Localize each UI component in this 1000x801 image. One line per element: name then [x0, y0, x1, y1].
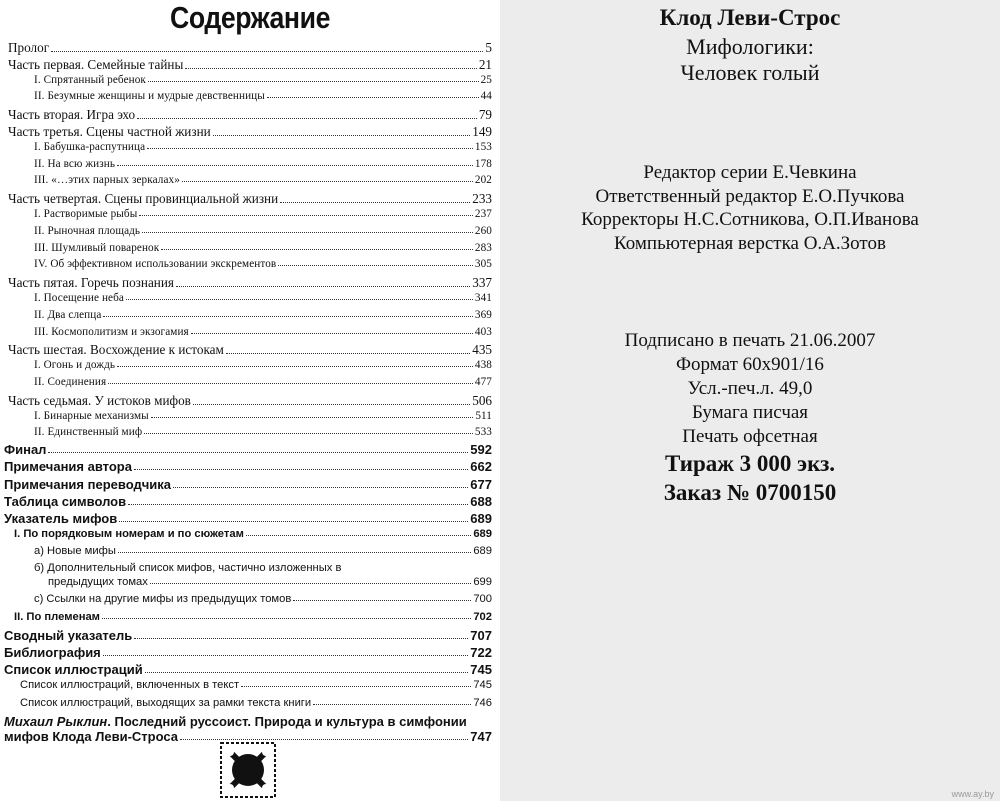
- toc-leader-dots: [151, 416, 474, 418]
- toc-entry: [0, 627, 500, 644]
- toc-page-number: 677: [470, 476, 492, 492]
- toc-entry: [0, 38, 500, 55]
- toc-entry-text: Указатель мифов: [4, 510, 118, 526]
- credit-proofreaders: Корректоры Н.С.Сотникова, О.П.Иванова: [581, 209, 919, 230]
- toc-entry: [0, 223, 500, 240]
- toc-entry-text-line1: [4, 714, 467, 729]
- toc-entry-text: Таблица символов: [4, 493, 127, 509]
- toc-entry-text: Примечания переводчика: [4, 476, 171, 492]
- toc-entry-text: I. По порядковым номерам и по сюжетам: [14, 528, 244, 541]
- toc-entry: [0, 644, 500, 661]
- toc-entry: [0, 458, 500, 475]
- toc-leader-dots: [241, 685, 471, 687]
- toc-leader-dots: [51, 50, 483, 52]
- toc-entry: [0, 256, 500, 273]
- toc-entry: [0, 544, 500, 561]
- toc-page-number: 746: [473, 696, 492, 709]
- toc-entry: [0, 156, 500, 173]
- toc-page-number: 44: [480, 90, 492, 103]
- toc-leader-dots: [191, 332, 473, 334]
- toc-entry: [0, 391, 500, 408]
- toc-entry-text: Сводный указатель: [4, 627, 133, 643]
- toc-page-number: 149: [472, 123, 492, 139]
- toc-page-number: 369: [474, 308, 492, 321]
- toc-page-number: 5: [485, 40, 492, 55]
- toc-entry-text: Часть первая. Семейные тайны: [8, 56, 184, 72]
- toc-page-number: 21: [478, 56, 492, 72]
- toc-page-number: 202: [474, 174, 492, 187]
- toc-entry: [0, 273, 500, 290]
- toc-entry-text: I. Бинарные механизмы: [34, 409, 149, 422]
- spec-format: Формат 60x901/16: [676, 354, 824, 375]
- toc-page-number: 153: [474, 140, 492, 153]
- toc-page-number: 689: [473, 545, 492, 558]
- toc-page-number: 688: [470, 493, 492, 509]
- spec-paper: Бумага писчая: [691, 402, 809, 423]
- toc-entry: [0, 696, 500, 713]
- toc-entry-text: II. Два слепца: [34, 308, 102, 321]
- toc-leader-dots: [103, 654, 469, 656]
- toc-entry: [0, 476, 500, 493]
- toc-page-number: 403: [474, 325, 492, 338]
- toc-entry: [0, 408, 500, 425]
- toc-leader-dots: [161, 248, 473, 250]
- toc-leader-dots: [139, 214, 473, 216]
- toc-entry-text: с) Ссылки на другие мифы из предыдущих томов: [34, 593, 292, 606]
- toc-page-number: 662: [470, 459, 492, 475]
- toc-entry: [0, 240, 500, 257]
- toc-leader-dots: [176, 285, 470, 287]
- book-author: Клод Леви-Строс: [659, 5, 841, 30]
- toc-entry-text: Примечания автора: [4, 459, 132, 475]
- toc-entry: [0, 324, 500, 341]
- toc-page-number: 533: [474, 426, 492, 439]
- toc-leader-dots: [280, 201, 470, 203]
- toc-leader-dots: [246, 534, 471, 536]
- toc-page-number: 747: [470, 728, 492, 744]
- toc-page-number: 435: [472, 342, 492, 358]
- toc-page-number: 305: [474, 258, 492, 271]
- toc-entry: [0, 610, 500, 627]
- toc-page-number: 283: [474, 241, 492, 254]
- spec-signed: Подписано в печать 21.06.2007: [624, 330, 876, 351]
- toc-page-number: 237: [474, 207, 492, 220]
- toc-page-number: 689: [470, 510, 492, 526]
- toc-leader-dots: [150, 582, 471, 584]
- spec-circulation: Тираж 3 000 экз.: [664, 451, 836, 476]
- toc-entry: [0, 340, 500, 357]
- spec-order: Заказ № 0700150: [663, 480, 837, 505]
- toc-page-number: 337: [472, 275, 492, 291]
- toc-entry-text: I. Спрятанный ребенок: [34, 73, 146, 86]
- toc-page-number: 745: [473, 679, 492, 692]
- toc-entry-text: IV. Об эффективном использовании экскрементов: [34, 258, 277, 271]
- toc-page-number: 233: [472, 191, 492, 207]
- toc-page-number: 745: [470, 662, 492, 678]
- toc-leader-dots: [126, 298, 473, 300]
- toc-entry: [0, 424, 500, 441]
- toc-entry: [0, 527, 500, 544]
- toc-entry-title: . Последний руссоист. Природа и культура в симфонии: [107, 713, 467, 729]
- toc-page-number: 511: [475, 409, 492, 422]
- toc-page-number: 506: [472, 392, 492, 408]
- toc-entry-text: Библиография: [4, 645, 101, 660]
- editorial-credits: [500, 161, 1000, 255]
- toc-entry-text: II. Безумные женщины и мудрые девственницы: [34, 90, 265, 103]
- credit-responsible-editor: Ответственный редактор Е.О.Пучкова: [595, 185, 905, 207]
- credit-typesetting: Компьютерная верстка О.А.Зотов: [614, 232, 886, 254]
- toc-entry-text: Пролог: [8, 40, 50, 55]
- toc-page-number: 702: [473, 610, 492, 623]
- toc-entry-text: II. Соединения: [34, 375, 107, 388]
- toc-leader-dots: [142, 231, 473, 233]
- toc-entry: [0, 441, 500, 458]
- toc-leader-dots: [48, 451, 468, 453]
- toc-page-number: 25: [480, 73, 492, 86]
- toc-entry: [0, 122, 500, 139]
- toc-leader-dots: [145, 671, 469, 673]
- print-specs: [500, 329, 1000, 507]
- toc-leader-dots: [102, 617, 471, 619]
- toc-leader-dots: [137, 117, 477, 119]
- credit-series-editor: Редактор серии Е.Чевкина: [643, 162, 857, 183]
- toc-page-number: 689: [473, 528, 492, 541]
- toc-leader-dots: [182, 180, 473, 182]
- toc-entry-text: Список иллюстраций, включенных в текст: [20, 679, 240, 692]
- book-title-line2: Человек голый: [680, 60, 820, 85]
- toc-entry: [0, 493, 500, 510]
- toc-entry: [0, 561, 500, 592]
- toc-leader-dots: [118, 551, 471, 553]
- toc-entry-text: предыдущих томах: [48, 576, 148, 589]
- toc-entry-text: II. Рыночная площадь: [34, 224, 141, 237]
- toc-entry: [0, 307, 500, 324]
- toc-page-number: 438: [474, 359, 492, 372]
- toc-leader-dots: [313, 703, 471, 705]
- toc-entry-text: III. Шумливый поваренок: [34, 241, 160, 254]
- book-title-line1: Мифологики:: [686, 34, 814, 59]
- toc-page-number: 79: [478, 107, 492, 123]
- toc-leader-dots: [185, 67, 477, 69]
- toc-page-number: 700: [473, 593, 492, 606]
- toc-entry-text: Часть вторая. Игра эхо: [8, 107, 136, 123]
- right-page-imprint: [500, 0, 1000, 801]
- toc-leader-dots: [134, 637, 468, 639]
- toc-entry: [0, 357, 500, 374]
- toc-entry-text: II. По племенам: [14, 610, 100, 623]
- toc-leader-dots: [117, 365, 473, 367]
- toc-entry-text: Список иллюстраций: [4, 662, 143, 678]
- toc-entry: [0, 172, 500, 189]
- toc-page-number: 722: [470, 645, 492, 660]
- toc-entry-text: Часть четвертая. Сцены провинциальной жизни: [8, 191, 279, 207]
- toc-entry-text: I. Огонь и дождь: [34, 359, 116, 372]
- toc-leader-dots: [147, 147, 473, 149]
- toc-entry-text: Часть третья. Сцены частной жизни: [8, 123, 211, 139]
- toc-page-number: 178: [474, 157, 492, 170]
- toc-leader-dots: [119, 520, 468, 522]
- toc-entry: [0, 661, 500, 678]
- toc-entry-text: Часть шестая. Восхождение к истокам: [8, 342, 224, 358]
- toc-leader-dots: [293, 599, 471, 601]
- toc-entry: [0, 374, 500, 391]
- toc-entry: [0, 55, 500, 72]
- toc-entry: [0, 510, 500, 527]
- toc-leader-dots: [148, 80, 479, 82]
- toc-entry: [0, 290, 500, 307]
- toc-leader-dots: [134, 468, 468, 470]
- toc-page-number: 341: [474, 291, 492, 304]
- toc-entry: [0, 105, 500, 122]
- toc-page-number: 477: [474, 375, 492, 388]
- toc-entry-text: I. Растворимые рыбы: [34, 207, 138, 220]
- toc-entry: [0, 139, 500, 156]
- toc-entry: [0, 206, 500, 223]
- toc-entry-text: мифов Клода Леви-Строса: [4, 728, 178, 744]
- toc-entry-text: I. Посещение неба: [34, 291, 124, 304]
- toc-entry-text: I. Бабушка-распутница: [34, 140, 146, 153]
- toc-entry-text-line1: б) Дополнительный список мифов, частично изложенных в: [34, 562, 342, 575]
- toc-leader-dots: [173, 486, 468, 488]
- publisher-logo-icon: [218, 740, 278, 800]
- toc-leader-dots: [108, 382, 473, 384]
- toc-leader-dots: [144, 432, 473, 434]
- toc-entry-text: II. Единственный миф: [34, 426, 143, 439]
- toc-leader-dots: [226, 352, 470, 354]
- toc-entry: [0, 592, 500, 609]
- toc-entry: [0, 72, 500, 89]
- toc-entry-text: Список иллюстраций, выходящих за рамки текста книги: [20, 696, 312, 709]
- toc-entry-text: III. «…этих парных зеркалах»: [34, 174, 180, 187]
- toc-page-number: 260: [474, 224, 492, 237]
- toc-leader-dots: [278, 264, 473, 266]
- toc-title: Содержание: [170, 0, 330, 35]
- toc-leader-dots: [267, 96, 479, 98]
- toc-entry-text: II. На всю жизнь: [34, 157, 116, 170]
- watermark: www.ay.by: [951, 789, 994, 799]
- toc-entry-text: а) Новые мифы: [34, 545, 116, 558]
- toc-leader-dots: [193, 403, 470, 405]
- toc-entry-text: Часть пятая. Горечь познания: [8, 275, 174, 291]
- toc-page-number: 699: [473, 576, 492, 589]
- toc-entry: [0, 678, 500, 695]
- toc-leader-dots: [103, 315, 472, 317]
- spec-printing: Печать офсетная: [682, 426, 818, 447]
- toc-entry-text: III. Космополитизм и экзогамия: [34, 325, 189, 338]
- toc-page-number: 592: [470, 442, 492, 458]
- toc-leader-dots: [128, 503, 468, 505]
- toc-leader-dots: [213, 134, 471, 136]
- toc-entry: [0, 88, 500, 105]
- toc-leader-dots: [117, 164, 473, 166]
- toc-entry-text: Часть седьмая. У истоков мифов: [8, 392, 191, 408]
- table-of-contents: [0, 38, 500, 744]
- toc-page-number: 707: [470, 627, 492, 643]
- toc-entry-text: Финал: [4, 442, 47, 458]
- toc-entry-author: Михаил Рыклин: [4, 713, 108, 729]
- toc-entry: [0, 189, 500, 206]
- spec-sheets: Усл.-печ.л. 49,0: [687, 378, 813, 399]
